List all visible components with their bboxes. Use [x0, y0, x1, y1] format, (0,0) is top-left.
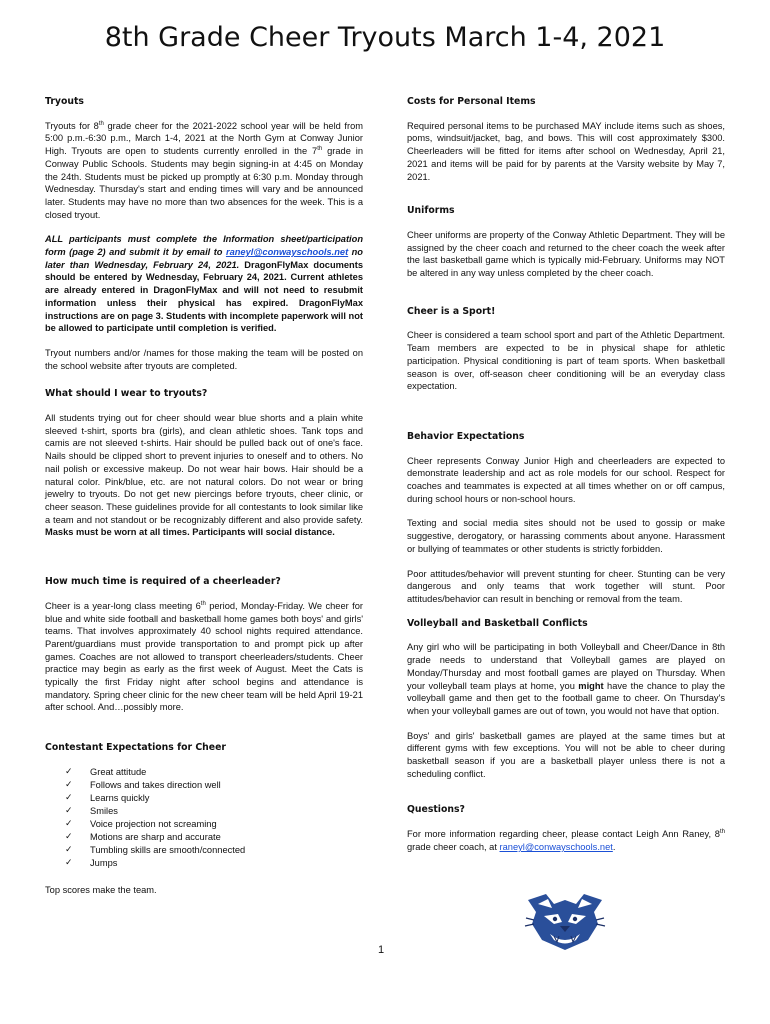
- text-run: ALL participants must complete the Information sheet/participation form (page 2) and submit it by email to: [45, 234, 363, 258]
- coach-email-link[interactable]: raneyl@conwayschools.net: [499, 841, 613, 852]
- contestant-checklist: [45, 766, 363, 870]
- wear-paragraph: [45, 412, 363, 539]
- text-run: For more information regarding cheer, please contact Leigh Ann Raney, 8: [407, 829, 720, 840]
- behavior-paragraph-1: Cheer represents Conway Junior High and cheerleaders are expected to demonstrate leadership and act as role models for our school. Respect for coaches and teammates is expected at all times whether on or off campus, during school hours or non-school hours.: [407, 455, 725, 504]
- conflicts-paragraph-2: Boys' and girls' basketball games are played at the same times but at different gyms with few exceptions. You will not be able to cheer during basketball season if you are a basketball player unless there is not a scheduling conflict.: [407, 730, 725, 779]
- text-run: Cheer is a year-long class meeting 6: [45, 600, 201, 611]
- costs-paragraph: Required personal items to be purchased MAY include items such as shoes, poms, windsuit/jacket, bag, and bows. This will cost approximately $300. Cheerleaders will be fitted for items after school on Wednesday, April 21, 2021 and items will be paid for by parents at the Varsity website by May 7, 2021.: [407, 120, 725, 182]
- conflicts-heading: Volleyball and Basketball Conflicts: [407, 617, 588, 629]
- check-icon: ✓: [65, 857, 73, 868]
- wildcat-mascot-logo: [524, 890, 606, 952]
- check-icon: ✓: [65, 805, 73, 816]
- text-run: DragonFlyMax documents should be entered by Wednesday, February 24, 2021. Current athletes are already entered in DragonFlyMax and will not need to resubmit information unless their physical has expired. DragonFlyMax instructions are on page 3. Students with incomplete paperwork will not be allowed to participate until completion is verified.: [45, 259, 364, 334]
- spacer: [45, 726, 363, 742]
- right-column: [407, 96, 725, 866]
- text-run: period, Monday-Friday. We cheer for blue and white side football and basketball home games both boys' and girls' teams. That involves approximately 40 school nights required attendance. Parent/guardians must provide transportation to and prompt pick up after games. Coaches are not allowed to transport cheerleaders/students. Cheer practice may begin as early as the first week of August. Meet the Cats is typically the first Friday night after school begins and attendance is mandatory. Spring cheer clinic for the new cheer team will be held April 19-21 after school. And…possibly more.: [45, 600, 363, 713]
- page-number: 1: [378, 944, 385, 956]
- text-run: have the chance to play the volleyball game and then get to the football game to cheer. On Thursday's when your volleyball games are out of town, you would not have that option.: [407, 680, 725, 716]
- superscript: th: [719, 829, 725, 836]
- checklist-item: [65, 805, 363, 818]
- checklist-item-label: Follows and takes direction well: [90, 779, 221, 790]
- text-run: grade cheer coach, at: [407, 841, 500, 852]
- text-run: Masks must be worn at all times. Participants will social distance.: [45, 527, 335, 538]
- costs-heading: Costs for Personal Items: [407, 96, 536, 107]
- behavior-heading: Behavior Expectations: [407, 430, 525, 442]
- tryout-numbers-paragraph: Tryout numbers and/or /names for those making the team will be posted on the school website after tryouts are completed.: [45, 347, 363, 371]
- tryouts-paragraph: [45, 120, 363, 222]
- check-icon: ✓: [65, 818, 73, 829]
- checklist-item-label: Motions are sharp and accurate: [90, 831, 221, 842]
- email-link[interactable]: raneyl@conwayschools.net: [225, 247, 349, 258]
- checklist-item-label: Learns quickly: [90, 792, 150, 803]
- checklist-item: [65, 818, 363, 831]
- text-run: Any girl who will be participating in both Volleyball and Cheer/Dance in 8th grade needs to understand that Volleyball games are played on Monday/Thursday and most football games are played on Thursday. When your volleyball team plays at home, you: [407, 642, 725, 691]
- superscript: th: [98, 120, 104, 127]
- uniforms-paragraph: Cheer uniforms are property of the Conway Athletic Department. They will be assigned by the cheer coach and returned to the cheer coach the week after the last basketball game which is typically mid-February. Uniforms may NOT be altered in any way unless completed by the cheer coach.: [407, 229, 725, 279]
- top-scores-text: Top scores make the team.: [45, 884, 157, 895]
- questions-heading: Questions?: [407, 804, 465, 816]
- contestant-heading: Contestant Expectations for Cheer: [45, 742, 226, 754]
- checklist-item: [65, 766, 363, 779]
- participants-paragraph: [45, 233, 363, 335]
- behavior-paragraph-3: Poor attitudes/behavior will prevent stunting for cheer. Stunting can be very dangerous and only teams that work together will stunt. Poor attitudes/behavior can result in benching or removal from the team.: [407, 568, 725, 604]
- tryouts-heading: Tryouts: [45, 96, 84, 107]
- page-title: 8th Grade Cheer Tryouts March 1-4, 2021: [104, 22, 666, 53]
- checklist-item: [65, 844, 363, 857]
- check-icon: ✓: [65, 844, 73, 855]
- checklist-item: [65, 779, 363, 792]
- superscript: th: [200, 600, 206, 607]
- left-column: [45, 96, 363, 908]
- uniforms-heading: Uniforms: [407, 205, 455, 217]
- checklist-item: [65, 792, 363, 805]
- text-run: Tryouts for 8: [45, 120, 99, 131]
- time-paragraph: [45, 600, 363, 714]
- checklist-item-label: Great attitude: [90, 766, 147, 777]
- checklist-item-label: Tumbling skills are smooth/connected: [90, 844, 246, 855]
- behavior-paragraph-2: Texting and social media sites should not be used to gossip or make suggestive, derogatory, or harassing comments about anyone. Harassment or bullying of teammates or other students is strictly forbidden.: [407, 518, 725, 554]
- superscript: th: [317, 146, 323, 153]
- text-run: All students trying out for cheer should wear blue shorts and a plain white sleeved t-shirt, sports bra (girls), and clean athletic shoes. Tank tops and camis are not sleeved t-shirts. Hair should be pulled back out of one's face. Nails should be clipped short to prevent injuries to oneself and to others. No nail polish or excessive makeup. Do not wear hair bows. Hair should be a natural color. Pink/blue, etc. are not natural colors. Do not wear or bring jewelry to tryouts. Do not get new piercings before tryouts, cheer clinic, or cheer season. These guidelines provide for all contestants to look similar like a team and not standout or be recognizably different and also provide safety.: [45, 413, 363, 525]
- text-run: .: [612, 841, 616, 852]
- checklist-item: [65, 831, 363, 844]
- text-run: grade in Conway Public Schools. Students may begin signing-in at 4:45 on Monday the 24th. Students must be picked up promptly at 6:30 p.m. Monday through Wednesday. Thursday's start and ending times will vary and be announced later. Students may have no more than two absences for the week. This is a closed tryout.: [45, 146, 364, 220]
- spacer: [45, 551, 363, 576]
- checklist-item-label: Jumps: [90, 857, 118, 868]
- conflicts-paragraph-1: [407, 641, 725, 717]
- sport-paragraph: Cheer is considered a team school sport and part of the Athletic Department. Team members are expected to be in physical shape for athletic participation. Physical conditioning is part of team sports. When basketball season is over, off-season cheer conditioning will be an everyday class expectation.: [407, 330, 725, 392]
- checklist-item-label: Smiles: [90, 805, 118, 816]
- check-icon: ✓: [65, 792, 73, 803]
- check-icon: ✓: [65, 766, 73, 777]
- questions-paragraph: [407, 828, 725, 853]
- checklist-item: [65, 857, 363, 870]
- check-icon: ✓: [65, 779, 73, 790]
- time-heading: How much time is required of a cheerleader?: [45, 576, 281, 588]
- text-run: might: [578, 680, 604, 691]
- checklist-item-label: Voice projection not screaming: [90, 818, 217, 829]
- sport-heading: Cheer is a Sport!: [407, 305, 496, 317]
- wear-heading: What should I wear to tryouts?: [45, 388, 208, 400]
- text-run: grade cheer for the 2021-2022 school year will be held from 5:00 p.m.-6:30 p.m., March 1-4, 2021 at the North Gym at Conway Junior High. Tryouts are open to students currently enrolled in the 7: [45, 120, 364, 157]
- check-icon: ✓: [65, 831, 73, 842]
- text-run: no later than Wednesday, February 24, 2021.: [45, 247, 363, 270]
